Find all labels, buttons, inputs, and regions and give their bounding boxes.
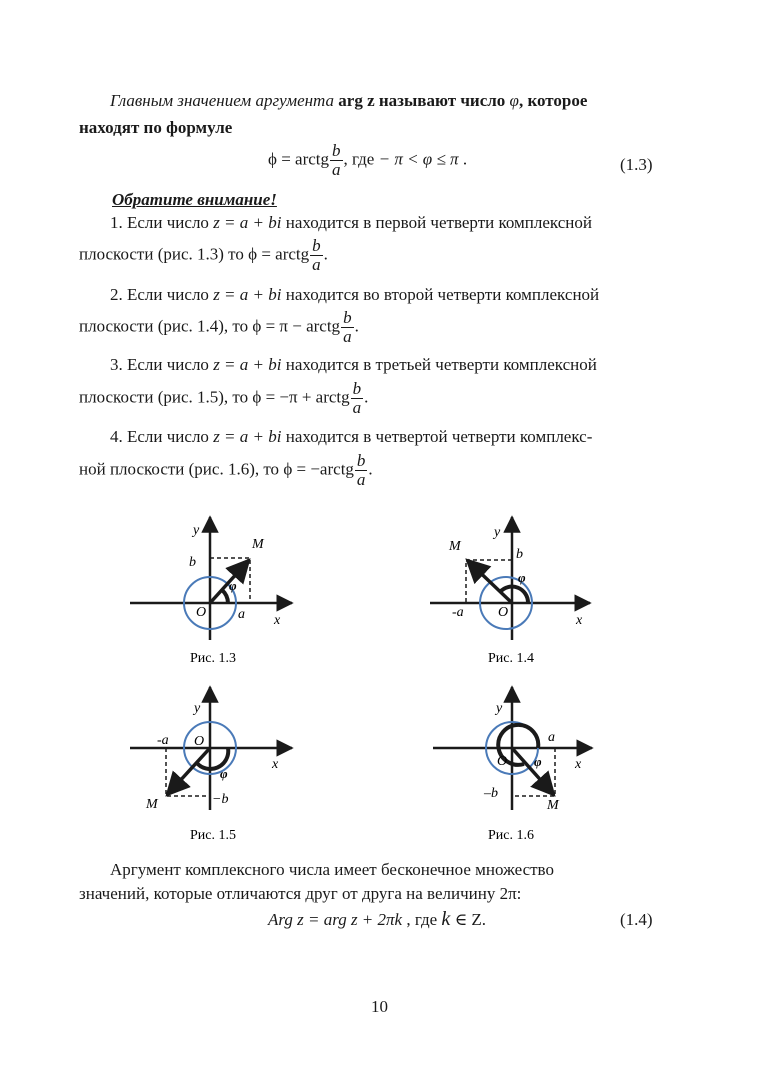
intro-line-2: находят по формуле bbox=[79, 118, 233, 137]
fraction-den: a bbox=[352, 397, 362, 417]
fraction-den: a bbox=[332, 159, 341, 179]
fraction-den: a bbox=[356, 469, 366, 489]
label-o: O bbox=[196, 605, 207, 620]
item-4-line-2 bbox=[79, 452, 373, 489]
fraction-num: b bbox=[332, 141, 341, 160]
formula-1-4-set: ∈ Z bbox=[454, 910, 482, 929]
item-4-line-1 bbox=[110, 427, 592, 447]
fraction bbox=[355, 452, 368, 489]
label-y: y bbox=[496, 701, 503, 716]
item-4-line2-prefix: ной плоскости (рис. 1.6), то bbox=[79, 459, 280, 479]
item-2-suffix: находится во второй четверти комплексной bbox=[285, 285, 600, 304]
figure-1-6 bbox=[433, 687, 592, 843]
label-minus-a: -a bbox=[452, 605, 464, 620]
item-4-expr: z = a + bi bbox=[213, 427, 282, 446]
vector-om bbox=[167, 748, 210, 795]
item-3-formula: ϕ = −π + arctg bbox=[252, 387, 350, 407]
label-phi: φ bbox=[518, 570, 526, 585]
item-3-line-1 bbox=[110, 355, 597, 375]
item-1-prefix: 1. Если число bbox=[110, 213, 209, 232]
item-1-line2-prefix: плоскости (рис. 1.3) то bbox=[79, 244, 244, 264]
item-2-formula: ϕ = π − arctg bbox=[252, 316, 341, 336]
item-1-expr: z = a + bi bbox=[213, 213, 282, 232]
item-4-prefix: 4. Если число bbox=[110, 427, 209, 446]
vector-om bbox=[467, 560, 512, 603]
label-b: b bbox=[516, 547, 523, 562]
label-phi: φ bbox=[220, 766, 228, 781]
formula-1-4 bbox=[268, 908, 486, 931]
formula-1-3-cond-prefix: , где bbox=[343, 149, 375, 169]
label-x: x bbox=[575, 757, 582, 772]
formula-1-4-expr: Arg z = arg z + 2πk bbox=[268, 910, 403, 929]
item-3-expr: z = a + bi bbox=[213, 355, 282, 374]
caption: Рис. 1.3 bbox=[190, 651, 236, 666]
fraction-num: b bbox=[352, 379, 362, 398]
fraction bbox=[351, 380, 364, 417]
item-3-end: . bbox=[364, 387, 369, 407]
figure-1-5 bbox=[130, 687, 292, 843]
item-4-end: . bbox=[368, 459, 373, 479]
fraction-num: b bbox=[356, 451, 366, 470]
formula-1-4-number: (1.4) bbox=[620, 910, 653, 929]
label-o: O bbox=[498, 605, 509, 620]
label-o: O bbox=[497, 754, 508, 769]
item-1-line-2 bbox=[79, 237, 328, 274]
label-a: a bbox=[548, 730, 555, 745]
item-2-line2-prefix: плоскости (рис. 1.4), то bbox=[79, 316, 249, 336]
label-a: a bbox=[238, 607, 245, 622]
item-2-prefix: 2. Если число bbox=[110, 285, 209, 304]
item-1-line-1 bbox=[110, 213, 592, 233]
intro-term: Главным значением аргумента bbox=[110, 91, 335, 110]
label-m: M bbox=[146, 797, 158, 812]
intro-line-1 bbox=[110, 91, 587, 111]
label-y: y bbox=[194, 701, 201, 716]
item-2-line-2 bbox=[79, 309, 359, 346]
formula-1-3-end: . bbox=[462, 149, 468, 169]
label-y: y bbox=[193, 523, 200, 538]
item-3-suffix: находится в третьей четверти комплексной bbox=[285, 355, 597, 374]
item-4-suffix: находится в четвертой четверти комплекс- bbox=[285, 427, 593, 446]
outro-line-1: Аргумент комплексного числа имеет бесконечное множество bbox=[110, 860, 554, 879]
outro-line-2: значений, которые отличаются друг от друга на величину 2π: bbox=[79, 884, 522, 903]
figures-panel bbox=[0, 500, 761, 860]
caption: Рис. 1.4 bbox=[488, 651, 534, 666]
fraction bbox=[330, 142, 343, 179]
item-1-suffix: находится в первой четверти комплексной bbox=[285, 213, 592, 232]
fraction-num: b bbox=[343, 308, 352, 327]
intro-arg: arg z bbox=[338, 91, 375, 110]
notice-title: Обратите внимание! bbox=[112, 190, 277, 209]
fraction bbox=[310, 237, 323, 274]
item-1-formula: ϕ = arctg bbox=[248, 244, 310, 264]
fraction-num: b bbox=[312, 236, 321, 255]
label-x: x bbox=[576, 613, 583, 628]
fraction-den: a bbox=[343, 326, 352, 346]
item-2-end: . bbox=[354, 316, 359, 336]
formula-1-3 bbox=[268, 142, 467, 179]
label-m: M bbox=[252, 537, 264, 552]
formula-1-4-k: k bbox=[441, 908, 451, 930]
label-x: x bbox=[272, 757, 279, 772]
caption: Рис. 1.5 bbox=[190, 828, 236, 843]
label-y: y bbox=[494, 525, 501, 540]
intro-phi: φ bbox=[509, 91, 519, 110]
caption: Рис. 1.6 bbox=[488, 828, 534, 843]
label-minus-b: –b bbox=[484, 786, 498, 801]
fraction-den: a bbox=[312, 254, 321, 274]
label-x: x bbox=[274, 613, 281, 628]
angle-arc bbox=[222, 590, 228, 603]
item-4-formula: ϕ = −arctg bbox=[283, 459, 354, 479]
page-number: 10 bbox=[371, 997, 388, 1016]
label-o: O bbox=[194, 734, 205, 749]
intro-middle: называют число bbox=[378, 91, 506, 110]
label-b: b bbox=[189, 555, 196, 570]
formula-1-4-mid: , где bbox=[406, 910, 438, 929]
formula-1-4-end: . bbox=[481, 910, 487, 929]
label-minus-b: −b bbox=[212, 792, 229, 807]
figure-1-4 bbox=[430, 517, 590, 666]
item-2-expr: z = a + bi bbox=[213, 285, 282, 304]
fraction bbox=[341, 309, 354, 346]
item-2-line-1 bbox=[110, 285, 599, 305]
label-minus-a: -a bbox=[157, 733, 169, 748]
label-m: M bbox=[547, 798, 559, 813]
item-3-prefix: 3. Если число bbox=[110, 355, 209, 374]
formula-1-3-lhs: ϕ = arctg bbox=[268, 149, 330, 169]
formula-1-3-number: (1.3) bbox=[620, 155, 653, 174]
formula-1-3-cond: − π < φ ≤ π bbox=[378, 149, 459, 169]
vector-om bbox=[512, 748, 554, 795]
item-1-end: . bbox=[323, 244, 328, 264]
item-3-line2-prefix: плоскости (рис. 1.5), то bbox=[79, 387, 249, 407]
item-3-line-2 bbox=[79, 380, 368, 417]
intro-rest: , которое bbox=[518, 91, 588, 110]
label-m: M bbox=[449, 539, 461, 554]
figure-1-3 bbox=[130, 517, 292, 666]
label-phi: φ bbox=[229, 578, 237, 593]
label-phi: φ bbox=[534, 754, 542, 769]
